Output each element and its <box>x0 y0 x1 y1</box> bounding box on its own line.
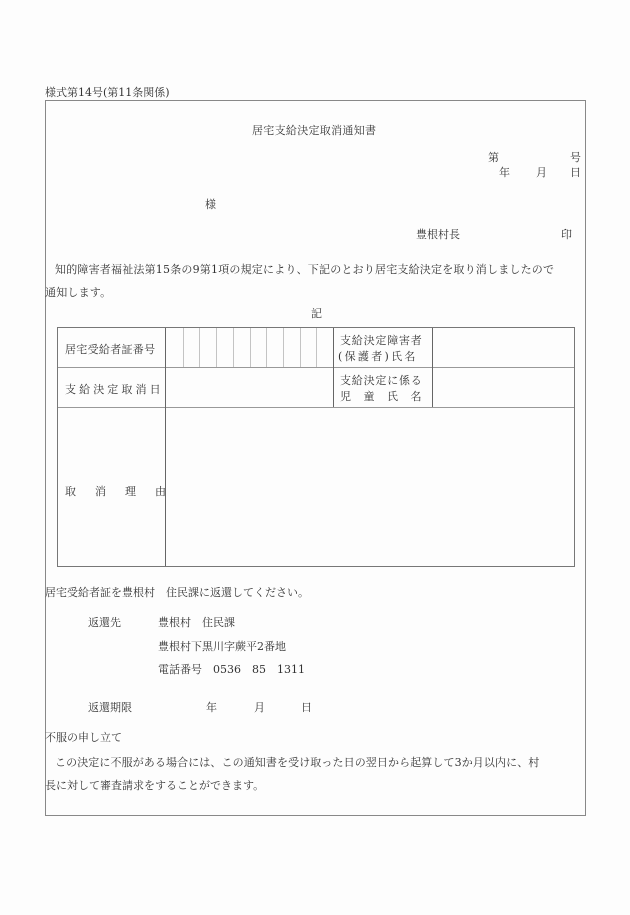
row-divider <box>58 407 574 408</box>
return-destination-office: 豊根村 住民課 <box>158 616 235 629</box>
cert-number-label: 居宅受給者証番号 <box>65 343 156 356</box>
recipient-label-line-1: 支給決定障害者 <box>340 334 423 347</box>
return-deadline-day: 日 <box>301 701 312 714</box>
cert-number-digit-cell[interactable] <box>250 328 267 367</box>
appeal-text-line-1: この決定に不服がある場合には、この通知書を受け取った日の翌日から起算して3か月以内に、村 <box>55 756 540 769</box>
cert-number-digit-cell[interactable] <box>283 328 300 367</box>
return-destination-address: 豊根村下黒川字蕨平2番地 <box>158 640 286 653</box>
cert-number-digit-cell[interactable] <box>233 328 250 367</box>
child-label-line-1: 支給決定に係る <box>340 374 423 387</box>
cancel-date-label: 支給決定取消日 <box>65 383 164 396</box>
cert-number-digit-cell[interactable] <box>266 328 283 367</box>
document-number-suffix: 号 <box>570 151 581 164</box>
body-text-line-2: 通知します。 <box>45 286 112 299</box>
document-number-prefix: 第 <box>488 151 499 164</box>
cert-number-digit-cell[interactable] <box>199 328 216 367</box>
addressee-suffix: 様 <box>205 198 216 211</box>
reason-label: 取消理由 <box>65 485 185 498</box>
appeal-heading: 不服の申し立て <box>45 731 122 744</box>
issue-date-day: 日 <box>570 166 581 179</box>
cert-number-digit-cell[interactable] <box>316 328 333 367</box>
issue-date-year: 年 <box>499 166 510 179</box>
return-deadline-year: 年 <box>206 701 217 714</box>
cert-number-digit-cell[interactable] <box>166 328 183 367</box>
recipient-label-line-2: (保護者)氏名 <box>338 350 418 363</box>
return-destination-label: 返還先 <box>88 616 121 629</box>
cert-number-digit-cell[interactable] <box>183 328 200 367</box>
return-destination-phone: 電話番号 0536 85 1311 <box>158 663 305 676</box>
body-text-line-1: 知的障害者福祉法第15条の9第1項の規定により、下記のとおり居宅支給決定を取り消しましたので <box>55 263 555 276</box>
return-deadline-label: 返還期限 <box>88 701 132 714</box>
return-instruction: 居宅受給者証を豊根村 住民課に返還してください。 <box>45 586 309 599</box>
issuer-name: 豊根村長 <box>416 228 460 241</box>
child-label-line-2: 児童氏名 <box>340 390 434 403</box>
row-divider <box>58 367 574 368</box>
ki-heading: 記 <box>311 307 322 320</box>
form-number-label: 様式第14号(第11条関係) <box>45 86 170 99</box>
cert-number-digit-cell[interactable] <box>216 328 233 367</box>
return-deadline-month: 月 <box>254 701 265 714</box>
seal-mark: 印 <box>561 228 572 241</box>
issue-date-month: 月 <box>536 166 547 179</box>
appeal-text-line-2: 長に対して審査請求をすることができます。 <box>45 779 265 792</box>
document-title: 居宅支給決定取消通知書 <box>252 124 377 137</box>
cert-number-digit-cell[interactable] <box>300 328 317 367</box>
column-divider <box>333 328 334 407</box>
details-table <box>57 327 575 567</box>
